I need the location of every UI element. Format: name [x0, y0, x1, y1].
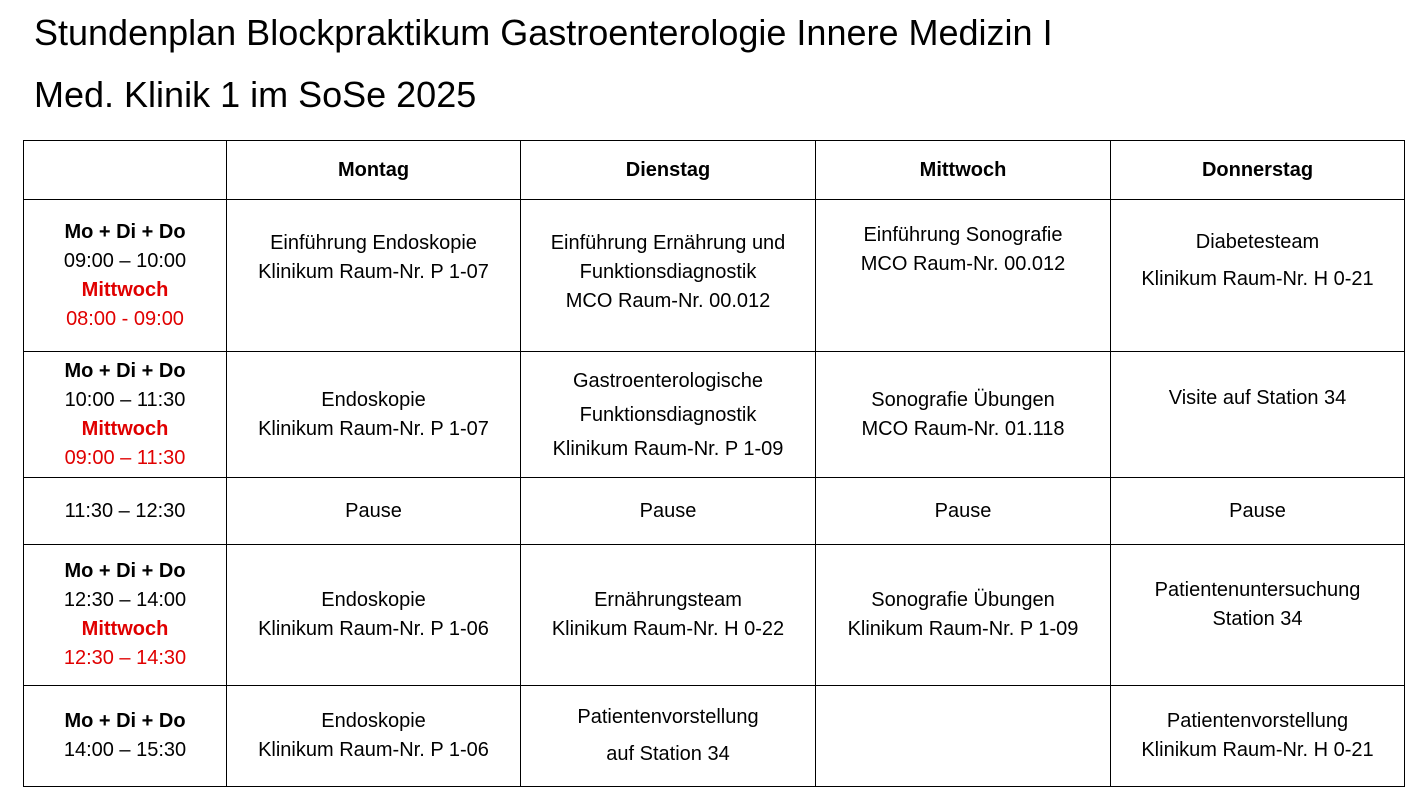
- cell-line: Gastroenterologische: [572, 369, 764, 392]
- time-range: 14:00 – 15:30: [63, 739, 187, 761]
- time-group: Mo + Di + Do: [64, 220, 186, 243]
- corner-cell: [24, 141, 227, 200]
- cell-line: Visite auf Station 34: [1168, 387, 1347, 409]
- schedule-cell: [816, 686, 1111, 787]
- cell-line: Ernährungsteam: [594, 589, 742, 611]
- schedule-table: [23, 140, 1405, 787]
- time-cell: [24, 478, 227, 545]
- schedule-cell: [521, 200, 816, 352]
- cell-line: Klinikum Raum-Nr. P 1-09: [552, 437, 784, 460]
- cell-line: Patientenuntersuchung: [1154, 579, 1361, 601]
- alt-time-range: 12:30 – 14:30: [63, 647, 187, 669]
- schedule-cell: [227, 200, 521, 352]
- schedule-cell: [1111, 352, 1405, 478]
- day-header-donnerstag: Donnerstag: [1111, 141, 1405, 200]
- cell-line: Sonografie Übungen: [871, 589, 1055, 611]
- schedule-cell: Pause: [521, 478, 816, 545]
- schedule-cell: [227, 352, 521, 478]
- alt-time-range: 08:00 - 09:00: [66, 307, 184, 330]
- cell-line: Patientenvorstellung: [1166, 710, 1349, 732]
- table-row: [24, 686, 1405, 787]
- cell-line: Klinikum Raum-Nr. H 0-22: [551, 618, 785, 640]
- time-cell: [24, 545, 227, 686]
- schedule-cell: [1111, 686, 1405, 787]
- cell-line: Diabetesteam: [1195, 231, 1320, 253]
- time-cell: [24, 200, 227, 352]
- cell-line: MCO Raum-Nr. 00.012: [860, 253, 1066, 275]
- table-row: [24, 352, 1405, 478]
- cell-line: Patientenvorstellung: [577, 706, 759, 728]
- cell-line: Einführung Endoskopie: [270, 232, 477, 254]
- schedule-cell: Pause: [1111, 478, 1405, 545]
- cell-line: Endoskopie: [321, 388, 426, 411]
- cell-line: MCO Raum-Nr. 01.118: [861, 417, 1065, 440]
- cell-line: Funktionsdiagnostik: [579, 261, 757, 283]
- table-row: [24, 545, 1405, 686]
- cell-line: Klinikum Raum-Nr. P 1-09: [847, 618, 1079, 640]
- schedule-cell: [227, 686, 521, 787]
- cell-line: Klinikum Raum-Nr. P 1-07: [258, 417, 489, 440]
- cell-line: Sonografie Übungen: [871, 388, 1055, 411]
- alt-time-group: Mittwoch: [81, 417, 169, 440]
- schedule-cell: [521, 686, 816, 787]
- cell-line: MCO Raum-Nr. 00.012: [565, 290, 771, 312]
- alt-time-group: Mittwoch: [81, 278, 169, 301]
- schedule-cell: [521, 352, 816, 478]
- time-range: 11:30 – 12:30: [64, 499, 186, 522]
- day-header-mittwoch: Mittwoch: [816, 141, 1111, 200]
- page-subtitle: Med. Klinik 1 im SoSe 2025: [34, 74, 477, 115]
- table-row: [24, 200, 1405, 352]
- cell-line: Klinikum Raum-Nr. P 1-06: [258, 618, 489, 640]
- table-row: [24, 478, 1405, 545]
- schedule-cell: [521, 545, 816, 686]
- page-title: Stundenplan Blockpraktikum Gastroenterologie Innere Medizin I: [34, 12, 1053, 53]
- cell-line: Station 34: [1212, 608, 1303, 630]
- time-range: 10:00 – 11:30: [64, 388, 186, 411]
- time-group: Mo + Di + Do: [64, 710, 186, 732]
- cell-line: Klinikum Raum-Nr. P 1-07: [258, 261, 489, 283]
- cell-line: auf Station 34: [606, 743, 730, 765]
- time-range: 09:00 – 10:00: [63, 249, 187, 272]
- day-header-montag: Montag: [227, 141, 521, 200]
- alt-time-group: Mittwoch: [81, 618, 169, 640]
- day-header-dienstag: Dienstag: [521, 141, 816, 200]
- cell-line: Funktionsdiagnostik: [579, 403, 757, 426]
- schedule-cell: [816, 200, 1111, 352]
- schedule-cell: [227, 545, 521, 686]
- cell-line: Klinikum Raum-Nr. P 1-06: [258, 739, 489, 761]
- cell-line: Klinikum Raum-Nr. H 0-21: [1141, 268, 1374, 290]
- header-row: [24, 141, 1405, 200]
- time-group: Mo + Di + Do: [64, 359, 186, 382]
- schedule-cell: [816, 545, 1111, 686]
- cell-line: Einführung Ernährung und: [550, 232, 786, 254]
- cell-line: Klinikum Raum-Nr. H 0-21: [1141, 739, 1374, 761]
- cell-line: Endoskopie: [321, 710, 426, 732]
- schedule-cell: Pause: [227, 478, 521, 545]
- schedule-cell: [1111, 545, 1405, 686]
- time-cell: [24, 686, 227, 787]
- schedule-cell: [1111, 200, 1405, 352]
- time-group: Mo + Di + Do: [64, 560, 186, 582]
- schedule-cell: Pause: [816, 478, 1111, 545]
- alt-time-range: 09:00 – 11:30: [64, 446, 186, 469]
- schedule-cell: [816, 352, 1111, 478]
- time-cell: [24, 352, 227, 478]
- cell-line: Endoskopie: [321, 589, 426, 611]
- cell-line: Einführung Sonografie: [863, 224, 1063, 246]
- time-range: 12:30 – 14:00: [63, 589, 187, 611]
